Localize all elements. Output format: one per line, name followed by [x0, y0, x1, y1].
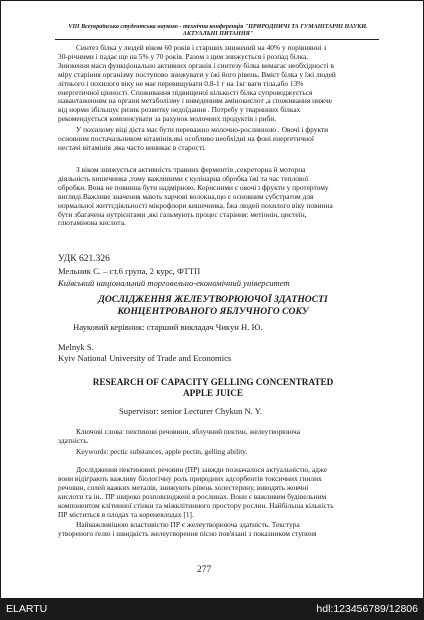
text-line: вигляді.Важливе значення мають харчові волокна,що є основним субстратом для: [58, 191, 314, 201]
author-name-en: Melnyk S.: [58, 342, 94, 352]
text-line: Keywords: pectic substances, apple pectin, gelling ability.: [76, 447, 248, 456]
text-line: утвореного гелю і швидкість желеутворення пісно пов'язані з показником ступеня: [58, 528, 317, 538]
author-block-en: [58, 342, 231, 363]
text-line: У похилому віці дієта має бути переважно молочно-рослинною . Овочі і фрукти: [76, 125, 329, 134]
article-title-en: [81, 377, 345, 398]
text-line: основним постачальником вітамінів,які особливо необхідні на фоні енергетичної: [58, 133, 314, 143]
document-page: [1, 1, 423, 598]
text-line: бути збагачена нутрієнтами ,які гальмують процес старіння: метіонін, цистеїн,: [58, 209, 307, 219]
text-line: Синтез білка у людей віком 60 років і старших знижений на 40% у порівнянні з: [76, 43, 327, 52]
text-line: Дослідження пектинових речовин (ПР) завжди позначалося актуальністю, адже: [76, 465, 328, 474]
udc-code: УДК 621.326: [58, 254, 110, 264]
text-line: енергетичної цінності. Споживання підвищеної кількості білка супроводжується: [58, 87, 313, 97]
text-line: навантаженням на органи метаболізму і виведенням амінокислот ,а споживання нижче: [58, 96, 332, 106]
text-line: компонентом клітинної стінки та міжклітинного простору рослин. Найбільша кількість: [58, 500, 334, 510]
article-title: [71, 294, 355, 317]
title-line-1: ДОСЛІДЖЕННЯ ЖЕЛЕУТВОРЮЮЧОЇ ЗДАТНОСТІ: [98, 294, 328, 305]
title-en-line-1: RESEARCH OF CAPACITY GELLING CONCENTRATED: [92, 377, 334, 387]
title-line-2: КОНЦЕНТРОВАНОГО ЯБЛУЧНОГО СОКУ: [117, 305, 309, 317]
paragraph-digestion: [58, 166, 367, 228]
text-line: Ключові слова: пектинові речовини, яблучний пектин, желеутворююча: [76, 427, 301, 436]
text-line: обробки. Вона не повинна бути надмірною. Корисними є овочі і фрукти у протертому: [58, 182, 329, 192]
text-line: ПР міститься в плодах та кореневлодах [1].: [58, 509, 194, 519]
university-name-en: Kyiv National University of Trade and Economics: [58, 352, 232, 363]
text-line: літнього і похилого віку не має перевищувати 0.8-1 г на 1кг ваги тіла,або 13%: [58, 78, 304, 88]
text-line: нестачі вітамінів ,яка часто виникає в старості.: [58, 142, 206, 152]
handle-identifier[interactable]: hdl:123456789/12806: [316, 603, 418, 615]
text-line: З віком знижується активність травних ферментів ,секреторна й моторна: [76, 165, 306, 174]
text-line: вони відіграють важливу біологічну роль природних адсорбентів токсичних гнилих: [58, 473, 322, 483]
text-line: Найважливішою властивістю ПР є желеутворююча здатність. Текстура: [76, 520, 300, 529]
repository-name: ELARTU: [6, 603, 48, 615]
text-line: здатність.: [58, 435, 89, 445]
university-name: Київський національний торговельно-економічний університет: [58, 278, 290, 288]
text-line: глютамінова кислота.: [58, 218, 126, 228]
supervisor-line: Науковий керівник: старший викладач Чикун Н. Ю.: [73, 322, 263, 332]
header-line-1: VIII Всеукраїнська студентська науково - технічна конференція "ПРИРОДНИЧІ ТА ГУМАНІТАРНІ НАУКИ.: [68, 24, 368, 30]
text-line: 30-річними і падає ще на 5% у 70 років. Разом з цим знижується і розпад білка.: [58, 51, 309, 61]
body-paragraph-2: [58, 521, 367, 539]
text-line: від норми збільшує ризик розвитку недоїдання . Потребу у тваринних білках: [58, 105, 301, 115]
text-line: Зниження маси функціонально активних органів і синтезу білка вимагає необхідності в: [58, 60, 334, 70]
body-paragraph-1: [58, 466, 367, 519]
keywords-ua: [58, 428, 367, 446]
title-en-line-2: APPLE JUICE: [183, 387, 243, 398]
conference-header: [55, 24, 381, 38]
paragraph-protein: [58, 44, 367, 124]
text-line: речовин, солей важких металів, знижують рівень холестерину, виводять жовчні: [58, 482, 309, 492]
repository-footer: [0, 598, 424, 620]
paragraph-diet: [58, 126, 367, 153]
header-rule: [55, 39, 379, 40]
keywords-en: [58, 448, 367, 457]
text-line: нормальної життєдіяльності мікрофлори кишечника. Їжа людей похилого віку повинна: [58, 200, 333, 210]
author-line: Мельник С. – ст.6 група, 2 курс, ФТТП: [58, 266, 201, 276]
supervisor-line-en: Supervisor: senior Lecturer Chykun N. Y.: [119, 406, 262, 416]
text-line: кислоти та ін.. ПР широко розповсюджені в рослинах. Вони є важливим будівельним: [58, 491, 327, 501]
text-line: рекомендується компенсувати за рахунок молочних продуктів і риби.: [58, 114, 277, 124]
text-line: міру старіння організму поступово знижувати у їжі його рівень. Вміст білка у їжі людей: [58, 69, 336, 79]
header-line-2: АКТУАЛЬНІ ПИТАННЯ": [182, 31, 254, 38]
text-line: діяльність кишечника ,тому важливими є кулінарна обробка їжі та час теплової: [58, 173, 309, 183]
page-number: 277: [197, 565, 212, 575]
